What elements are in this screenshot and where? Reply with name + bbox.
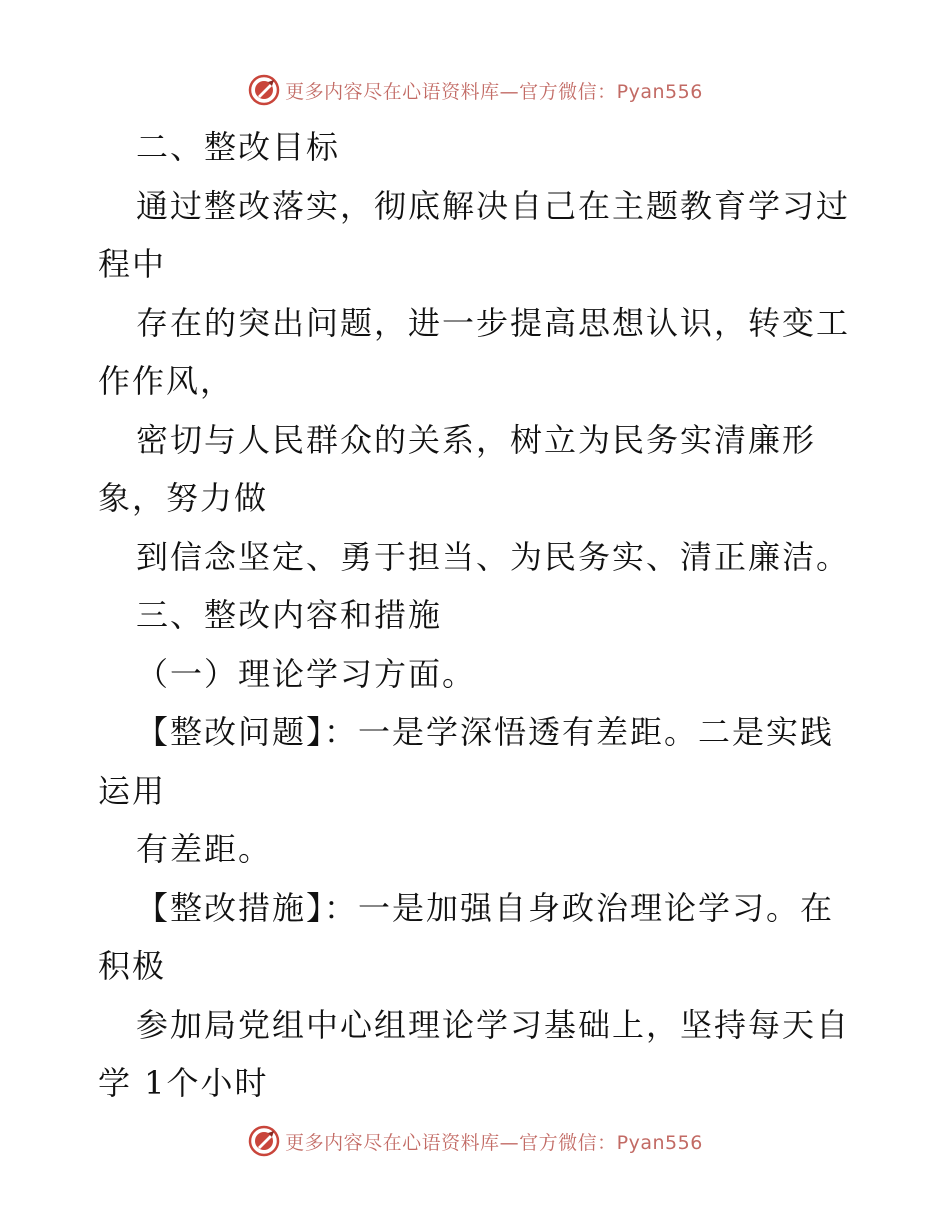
- paragraph-line: 到信念坚定、勇于担当、为民务实、清正廉洁。: [136, 537, 851, 576]
- pen-seal-logo-icon: [247, 73, 281, 107]
- subsection-heading: （一）理论学习方面。: [136, 654, 477, 693]
- watermark-text: 更多内容尽在心语资料库—官方微信：Pyan556: [285, 80, 703, 103]
- paragraph-line: 密切与人民群众的关系，树立为民务实清廉形: [136, 420, 817, 459]
- paragraph-line: 通过整改落实，彻底解决自己在主题教育学习过: [136, 186, 851, 225]
- paragraph-line: 积极: [98, 947, 167, 985]
- paragraph-line: 作作风，: [98, 362, 235, 400]
- document-body: [98, 118, 858, 1113]
- header-watermark: [0, 70, 950, 110]
- section-heading: 二、整改目标: [136, 128, 341, 166]
- watermark-text: 更多内容尽在心语资料库—官方微信：Pyan556: [285, 1131, 703, 1154]
- paragraph-line: 运用: [98, 771, 167, 810]
- paragraph-line: 参加局党组中心组理论学习基础上，坚持每天自: [136, 1005, 851, 1044]
- paragraph-line: 有差距。: [136, 830, 273, 868]
- paragraph-line: 【整改措施】：一是加强自身政治理论学习。在: [136, 888, 835, 927]
- section-heading: 三、整改内容和措施: [136, 596, 443, 634]
- pen-seal-logo-icon: [247, 1124, 281, 1158]
- paragraph-line: 【整改问题】：一是学深悟透有差距。二是实践: [136, 713, 835, 751]
- footer-watermark: [0, 1121, 950, 1161]
- paragraph-line: 存在的突出问题，进一步提高思想认识，转变工: [136, 303, 851, 342]
- paragraph-line: 象，努力做: [98, 479, 269, 517]
- paragraph-line: 学 1个小时: [98, 1064, 269, 1102]
- paragraph-line: 程中: [98, 245, 167, 283]
